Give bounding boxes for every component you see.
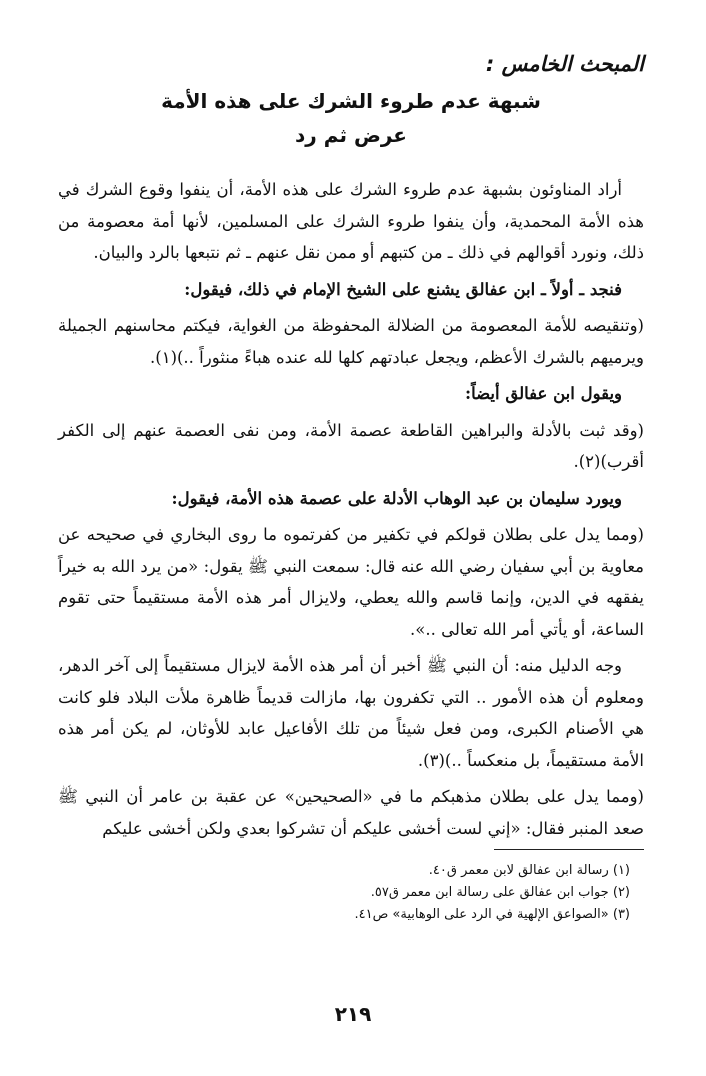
sulayman-intro: ويورد سليمان بن عبد الوهاب الأدلة على عصمة هذه الأمة، فيقول: (171, 488, 622, 508)
quote-paragraph: (وتنقيصه للأمة المعصومة من الضلالة المحفوظة من الغواية، فيكتم محاسنهم الجميلة ويرميهم بالشرك الأعظم، ويجعل عبادتهم كلها لله عنده هباءً منثوراً ..)(١). (58, 316, 644, 367)
ibn-afaliq-again: ويقول ابن عفالق أيضاً: (465, 384, 622, 403)
evidence-paragraph: وجه الدليل منه: أن النبي ﷺ أخبر أن أمر هذه الأمة لايزال مستقيماً إلى آخر الدهر، ومعلوم أن هذه الأمور .. التي تكفرون بها، مازالت قديماً ظاهرة ملأت البلاد فلو كانت هي الأصنام الكبرى، ومن فعل شيئاً من تلك الأفاعيل عابد للأوثان، لم يكن أمر هذه الأمة مستقيماً، بل منعكساً ..)(٣). (58, 656, 644, 770)
intro-paragraph: أراد المناوئون بشبهة عدم طروء الشرك على هذه الأمة، أن ينفوا وقوع الشرك في هذه الأمة المحمدية، وأن ينفوا طروء الشرك على المسلمين، لأنها أمة معصومة من ذلك، ونورد أقوالهم في ذلك ـ من كتبهم أو ممن نقل عنهم ـ ثم نتبعها بالرد والبيان. (58, 180, 644, 262)
footnotes (58, 860, 644, 926)
footnote: (٣) «الصواعق الإلهية في الرد على الوهابية» ص٤١. (354, 907, 630, 922)
page-title: شبهة عدم طروء الشرك على هذه الأمة (161, 89, 541, 113)
ibn-afaliq-intro: فنجد ـ أولاً ـ ابن عفالق يشنع على الشيخ الإمام في ذلك، فيقول: (184, 279, 622, 299)
quote-paragraph: (ومما يدل على بطلان قولكم في تكفير من كفرتموه ما روى البخاري في صحيحه عن معاوية بن أبي سفيان رضي الله عنه قال: سمعت النبي ﷺ يقول: «من يرد الله به خيراً يفقهه في الدين، وإنما قاسم والله يعطي، ولايزال أمر هذه الأمة مستقيماً حتى تقوم الساعة، أو يأتي أمر الله تعالى ..». (58, 525, 644, 639)
quote-paragraph: (ومما يدل على بطلان مذهبكم ما في «الصحيحين» عن عقبة بن عامر أن النبي ﷺ صعد المنبر فقال: «إني لست أخشى عليكم أن تشركوا بعدي ولكن أخشى عليكم (58, 787, 644, 838)
page-body (58, 48, 644, 926)
footnote: (٢) جواب ابن عفالق على رسالة ابن معمر ق٥٧. (370, 885, 630, 900)
page-subtitle: عرض ثم رد (295, 123, 407, 147)
quote-paragraph: (وقد ثبت بالأدلة والبراهين القاطعة عصمة الأمة، ومن نفى العصمة عنهم إلى الكفر أقرب)(٢). (58, 420, 644, 471)
footnote-divider (494, 849, 644, 850)
section-label: المبحث الخامس : (485, 52, 644, 76)
footnote: (١) رسالة ابن عفالق لابن معمر ق٤٠. (428, 863, 630, 878)
page-number: ٢١٩ (334, 1002, 372, 1026)
